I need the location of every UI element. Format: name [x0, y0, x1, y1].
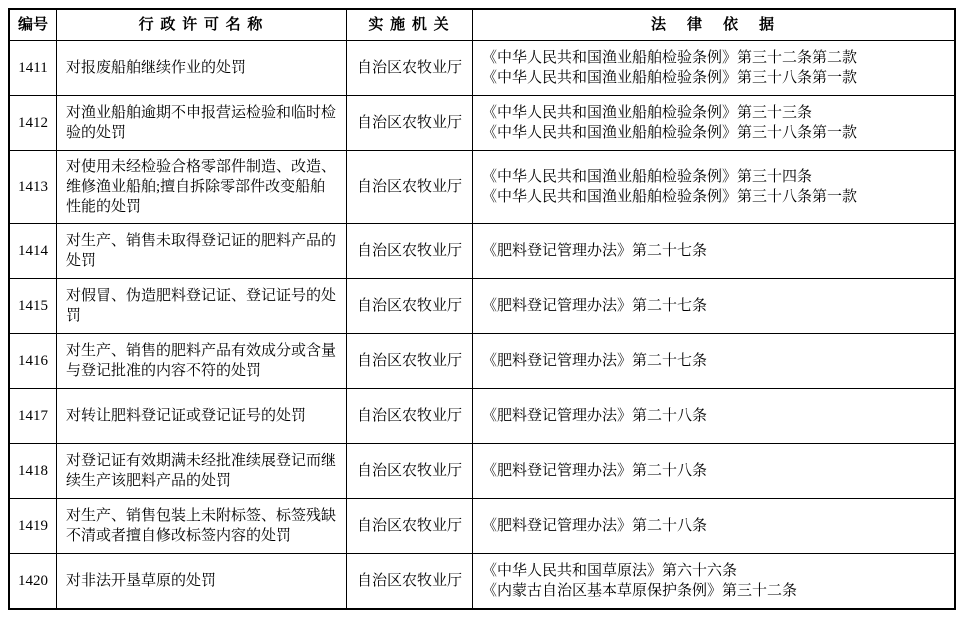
cell-legal-basis [473, 389, 954, 443]
cell-legal-basis [473, 224, 954, 278]
table-body [10, 40, 954, 608]
cell-agency: 自治区农牧业厅 [347, 499, 473, 553]
cell-id: 1413 [10, 151, 57, 223]
legal-basis-line: 《肥料登记管理办法》第二十八条 [482, 463, 708, 479]
cell-license-name: 对登记证有效期满未经批准续展登记而继续生产该肥料产品的处罚 [57, 444, 347, 498]
cell-legal-basis [473, 554, 954, 608]
cell-license-name: 对渔业船舶逾期不申报营运检验和临时检验的处罚 [57, 96, 347, 150]
table-row [10, 95, 954, 150]
legal-basis-line: 《中华人民共和国渔业船舶检验条例》第三十三条 [482, 105, 813, 121]
cell-legal-basis [473, 96, 954, 150]
cell-id: 1415 [10, 279, 57, 333]
cell-id: 1412 [10, 96, 57, 150]
cell-id: 1414 [10, 224, 57, 278]
cell-agency: 自治区农牧业厅 [347, 151, 473, 223]
table-row [10, 150, 954, 223]
cell-license-name: 对非法开垦草原的处罚 [57, 554, 347, 608]
legal-basis-line: 《中华人民共和国渔业船舶检验条例》第三十八条第一款 [482, 125, 858, 141]
legal-basis-line: 《肥料登记管理办法》第二十八条 [482, 518, 708, 534]
legal-basis-line: 《中华人民共和国渔业船舶检验条例》第三十四条 [482, 169, 813, 185]
cell-id: 1411 [10, 41, 57, 95]
cell-license-name: 对生产、销售的肥料产品有效成分或含量与登记批准的内容不符的处罚 [57, 334, 347, 388]
legal-basis-line: 《内蒙古自治区基本草原保护条例》第三十二条 [482, 583, 798, 599]
cell-legal-basis [473, 41, 954, 95]
table-row [10, 388, 954, 443]
table-row [10, 553, 954, 608]
header-agency: 实施机关 [347, 10, 473, 40]
legal-basis-line: 《中华人民共和国渔业船舶检验条例》第三十二条第二款 [482, 50, 858, 66]
legal-basis-line: 《中华人民共和国草原法》第六十六条 [482, 563, 738, 579]
table-header-row [10, 10, 954, 40]
admin-penalty-table [8, 8, 956, 610]
legal-basis-line: 《肥料登记管理办法》第二十八条 [482, 408, 708, 424]
cell-license-name: 对使用未经检验合格零部件制造、改造、维修渔业船舶;擅自拆除零部件改变船舶性能的处罚 [57, 151, 347, 223]
cell-license-name: 对假冒、伪造肥料登记证、登记证号的处罚 [57, 279, 347, 333]
cell-license-name: 对转让肥料登记证或登记证号的处罚 [57, 389, 347, 443]
header-id: 编号 [10, 10, 57, 40]
cell-license-name: 对报废船舶继续作业的处罚 [57, 41, 347, 95]
cell-agency: 自治区农牧业厅 [347, 41, 473, 95]
cell-legal-basis [473, 334, 954, 388]
table-row [10, 333, 954, 388]
cell-legal-basis [473, 499, 954, 553]
legal-basis-line: 《肥料登记管理办法》第二十七条 [482, 243, 708, 259]
cell-id: 1416 [10, 334, 57, 388]
cell-id: 1420 [10, 554, 57, 608]
cell-legal-basis [473, 279, 954, 333]
table-row [10, 278, 954, 333]
cell-id: 1417 [10, 389, 57, 443]
header-license-name: 行政许可名称 [57, 10, 347, 40]
cell-agency: 自治区农牧业厅 [347, 554, 473, 608]
table-row [10, 498, 954, 553]
legal-basis-line: 《肥料登记管理办法》第二十七条 [482, 298, 708, 314]
cell-agency: 自治区农牧业厅 [347, 444, 473, 498]
cell-legal-basis [473, 444, 954, 498]
cell-id: 1419 [10, 499, 57, 553]
cell-agency: 自治区农牧业厅 [347, 96, 473, 150]
cell-agency: 自治区农牧业厅 [347, 389, 473, 443]
cell-agency: 自治区农牧业厅 [347, 224, 473, 278]
table-row [10, 40, 954, 95]
table-row [10, 223, 954, 278]
table-row [10, 443, 954, 498]
cell-license-name: 对生产、销售未取得登记证的肥料产品的处罚 [57, 224, 347, 278]
cell-license-name: 对生产、销售包装上未附标签、标签残缺不清或者擅自修改标签内容的处罚 [57, 499, 347, 553]
legal-basis-line: 《中华人民共和国渔业船舶检验条例》第三十八条第一款 [482, 189, 858, 205]
legal-basis-line: 《中华人民共和国渔业船舶检验条例》第三十八条第一款 [482, 70, 858, 86]
cell-agency: 自治区农牧业厅 [347, 279, 473, 333]
legal-basis-line: 《肥料登记管理办法》第二十七条 [482, 353, 708, 369]
cell-id: 1418 [10, 444, 57, 498]
header-legal-basis: 法律依据 [650, 17, 795, 33]
cell-legal-basis [473, 151, 954, 223]
cell-agency: 自治区农牧业厅 [347, 334, 473, 388]
